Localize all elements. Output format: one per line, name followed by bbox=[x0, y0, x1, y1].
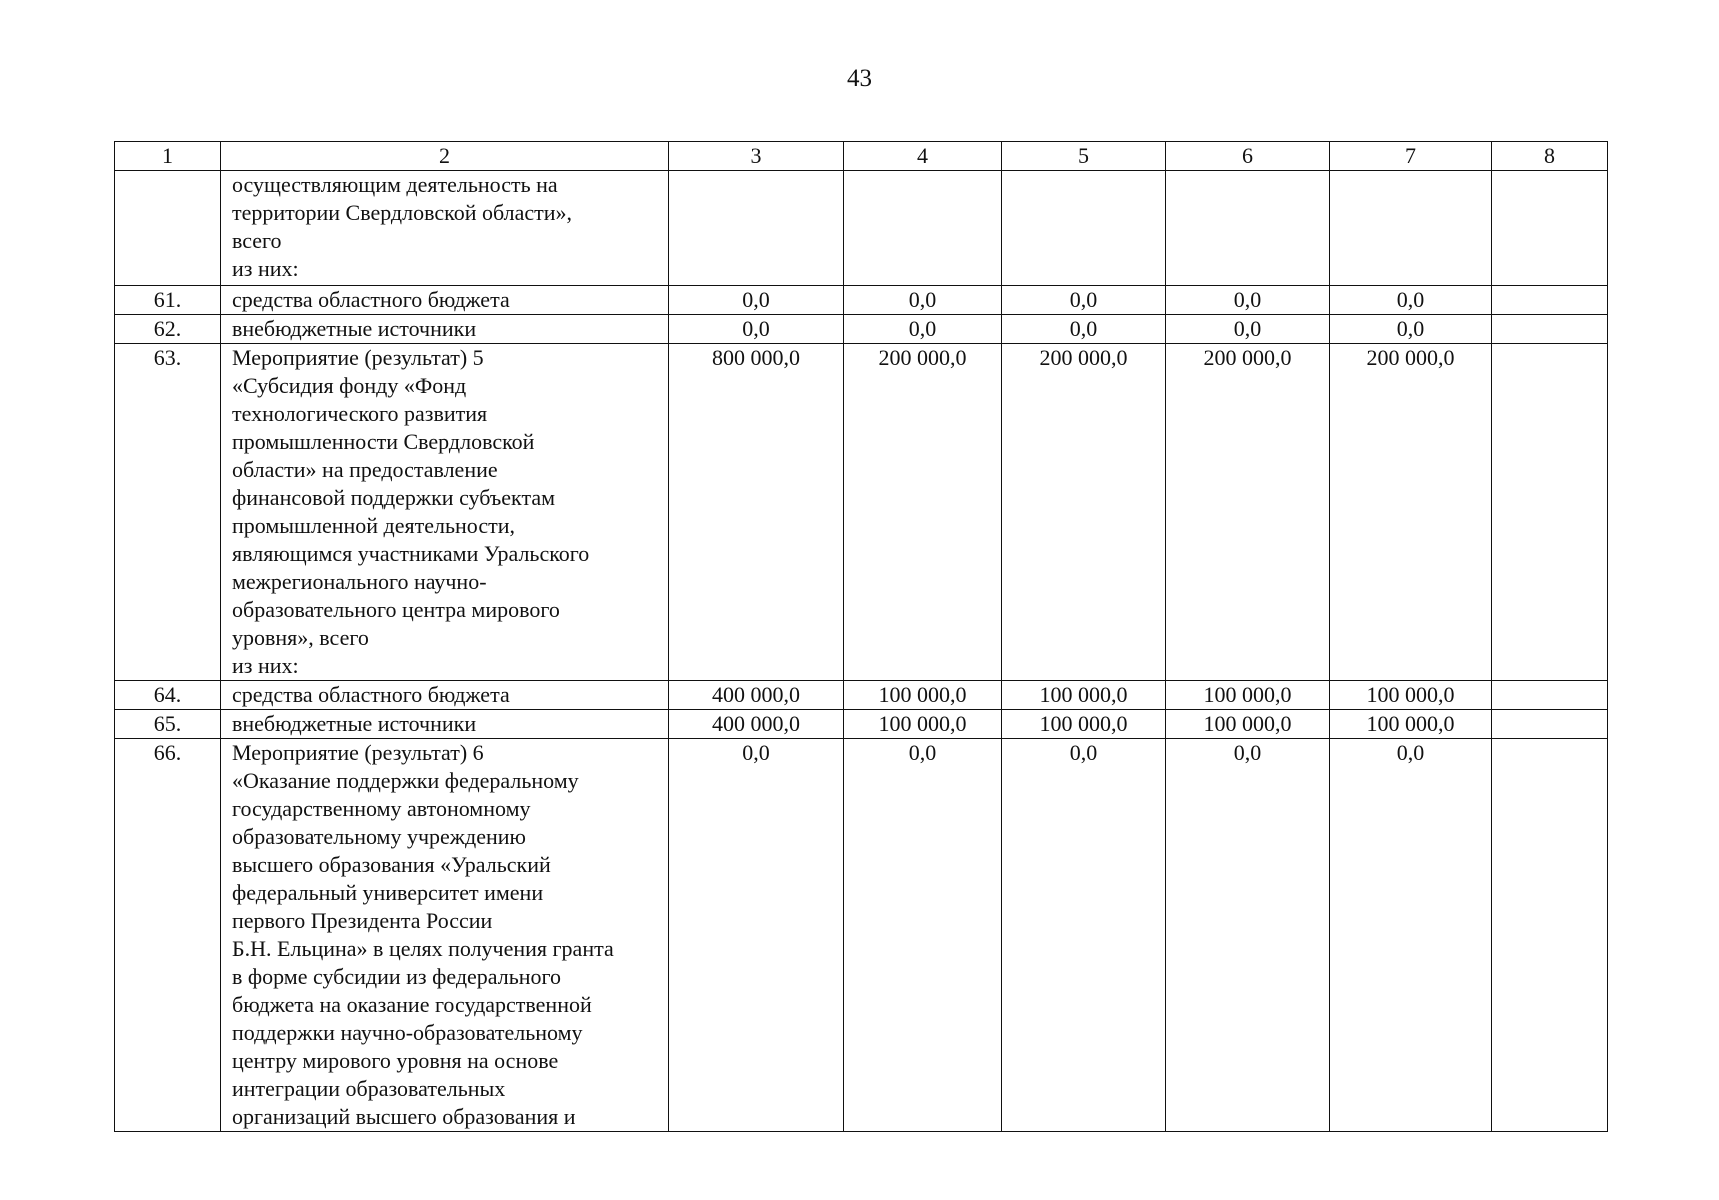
value-col4: 0,0 bbox=[844, 286, 1002, 315]
value-col5: 0,0 bbox=[1002, 739, 1166, 1132]
column-header-1: 1 bbox=[115, 142, 221, 171]
value-col6: 200 000,0 bbox=[1166, 344, 1330, 681]
value-col7: 0,0 bbox=[1330, 315, 1492, 344]
value-col8 bbox=[1492, 286, 1608, 315]
value-col5 bbox=[1002, 171, 1166, 286]
value-col5: 100 000,0 bbox=[1002, 710, 1166, 739]
row-number: 66. bbox=[115, 739, 221, 1132]
value-col8 bbox=[1492, 344, 1608, 681]
column-header-2: 2 bbox=[221, 142, 669, 171]
value-col6: 0,0 bbox=[1166, 286, 1330, 315]
value-col7: 0,0 bbox=[1330, 286, 1492, 315]
value-col7: 100 000,0 bbox=[1330, 710, 1492, 739]
table-row bbox=[115, 681, 1608, 710]
row-number: 62. bbox=[115, 315, 221, 344]
value-col5: 100 000,0 bbox=[1002, 681, 1166, 710]
row-description: внебюджетные источники bbox=[221, 315, 669, 344]
value-col4: 100 000,0 bbox=[844, 681, 1002, 710]
table-row bbox=[115, 286, 1608, 315]
value-col4: 0,0 bbox=[844, 739, 1002, 1132]
row-description: осуществляющим деятельность на территории Свердловской области», всего из них: bbox=[221, 171, 669, 286]
value-col3: 0,0 bbox=[669, 286, 844, 315]
value-col8 bbox=[1492, 739, 1608, 1132]
value-col4: 100 000,0 bbox=[844, 710, 1002, 739]
value-col6: 0,0 bbox=[1166, 739, 1330, 1132]
value-col7 bbox=[1330, 171, 1492, 286]
column-header-5: 5 bbox=[1002, 142, 1166, 171]
row-number: 63. bbox=[115, 344, 221, 681]
row-number bbox=[115, 171, 221, 286]
value-col6: 100 000,0 bbox=[1166, 681, 1330, 710]
row-number: 64. bbox=[115, 681, 221, 710]
table-row bbox=[115, 344, 1608, 681]
value-col4: 200 000,0 bbox=[844, 344, 1002, 681]
column-header-3: 3 bbox=[669, 142, 844, 171]
table-row bbox=[115, 739, 1608, 1132]
value-col6: 0,0 bbox=[1166, 315, 1330, 344]
column-header-6: 6 bbox=[1166, 142, 1330, 171]
row-description: средства областного бюджета bbox=[221, 681, 669, 710]
table-row bbox=[115, 171, 1608, 286]
row-description: средства областного бюджета bbox=[221, 286, 669, 315]
row-description: Мероприятие (результат) 6 «Оказание поддержки федеральному государственному автономному образовательному учреждению высшего образования «Уральский федеральный университет имени первого Президента России Б.Н. Ельцина» в целях получения гранта в форме субсидии из федерального бюджета на оказание государственной поддержки научно-образовательному центру мирового уровня на основе интеграции образовательных организаций высшего образования и bbox=[221, 739, 669, 1132]
row-number: 65. bbox=[115, 710, 221, 739]
value-col7: 200 000,0 bbox=[1330, 344, 1492, 681]
value-col3 bbox=[669, 171, 844, 286]
value-col5: 200 000,0 bbox=[1002, 344, 1166, 681]
value-col6 bbox=[1166, 171, 1330, 286]
value-col3: 800 000,0 bbox=[669, 344, 844, 681]
table-row bbox=[115, 315, 1608, 344]
value-col8 bbox=[1492, 710, 1608, 739]
value-col3: 0,0 bbox=[669, 315, 844, 344]
value-col3: 0,0 bbox=[669, 739, 844, 1132]
row-number: 61. bbox=[115, 286, 221, 315]
value-col8 bbox=[1492, 315, 1608, 344]
row-description: внебюджетные источники bbox=[221, 710, 669, 739]
value-col5: 0,0 bbox=[1002, 286, 1166, 315]
row-description: Мероприятие (результат) 5 «Субсидия фонду «Фонд технологического развития промышленности Свердловской области» на предоставление финансовой поддержки субъектам промышленной деятельности, являющимся участниками Уральского межрегионального научно- образовательного центра мирового уровня», всего из них: bbox=[221, 344, 669, 681]
value-col4 bbox=[844, 171, 1002, 286]
column-header-7: 7 bbox=[1330, 142, 1492, 171]
value-col4: 0,0 bbox=[844, 315, 1002, 344]
value-col7: 100 000,0 bbox=[1330, 681, 1492, 710]
value-col3: 400 000,0 bbox=[669, 710, 844, 739]
page-number: 43 bbox=[847, 65, 872, 92]
header-row bbox=[115, 142, 1608, 171]
value-col3: 400 000,0 bbox=[669, 681, 844, 710]
value-col8 bbox=[1492, 681, 1608, 710]
column-header-4: 4 bbox=[844, 142, 1002, 171]
value-col6: 100 000,0 bbox=[1166, 710, 1330, 739]
column-header-8: 8 bbox=[1492, 142, 1608, 171]
value-col7: 0,0 bbox=[1330, 739, 1492, 1132]
budget-table bbox=[114, 141, 1608, 1132]
value-col5: 0,0 bbox=[1002, 315, 1166, 344]
table-row bbox=[115, 710, 1608, 739]
value-col8 bbox=[1492, 171, 1608, 286]
